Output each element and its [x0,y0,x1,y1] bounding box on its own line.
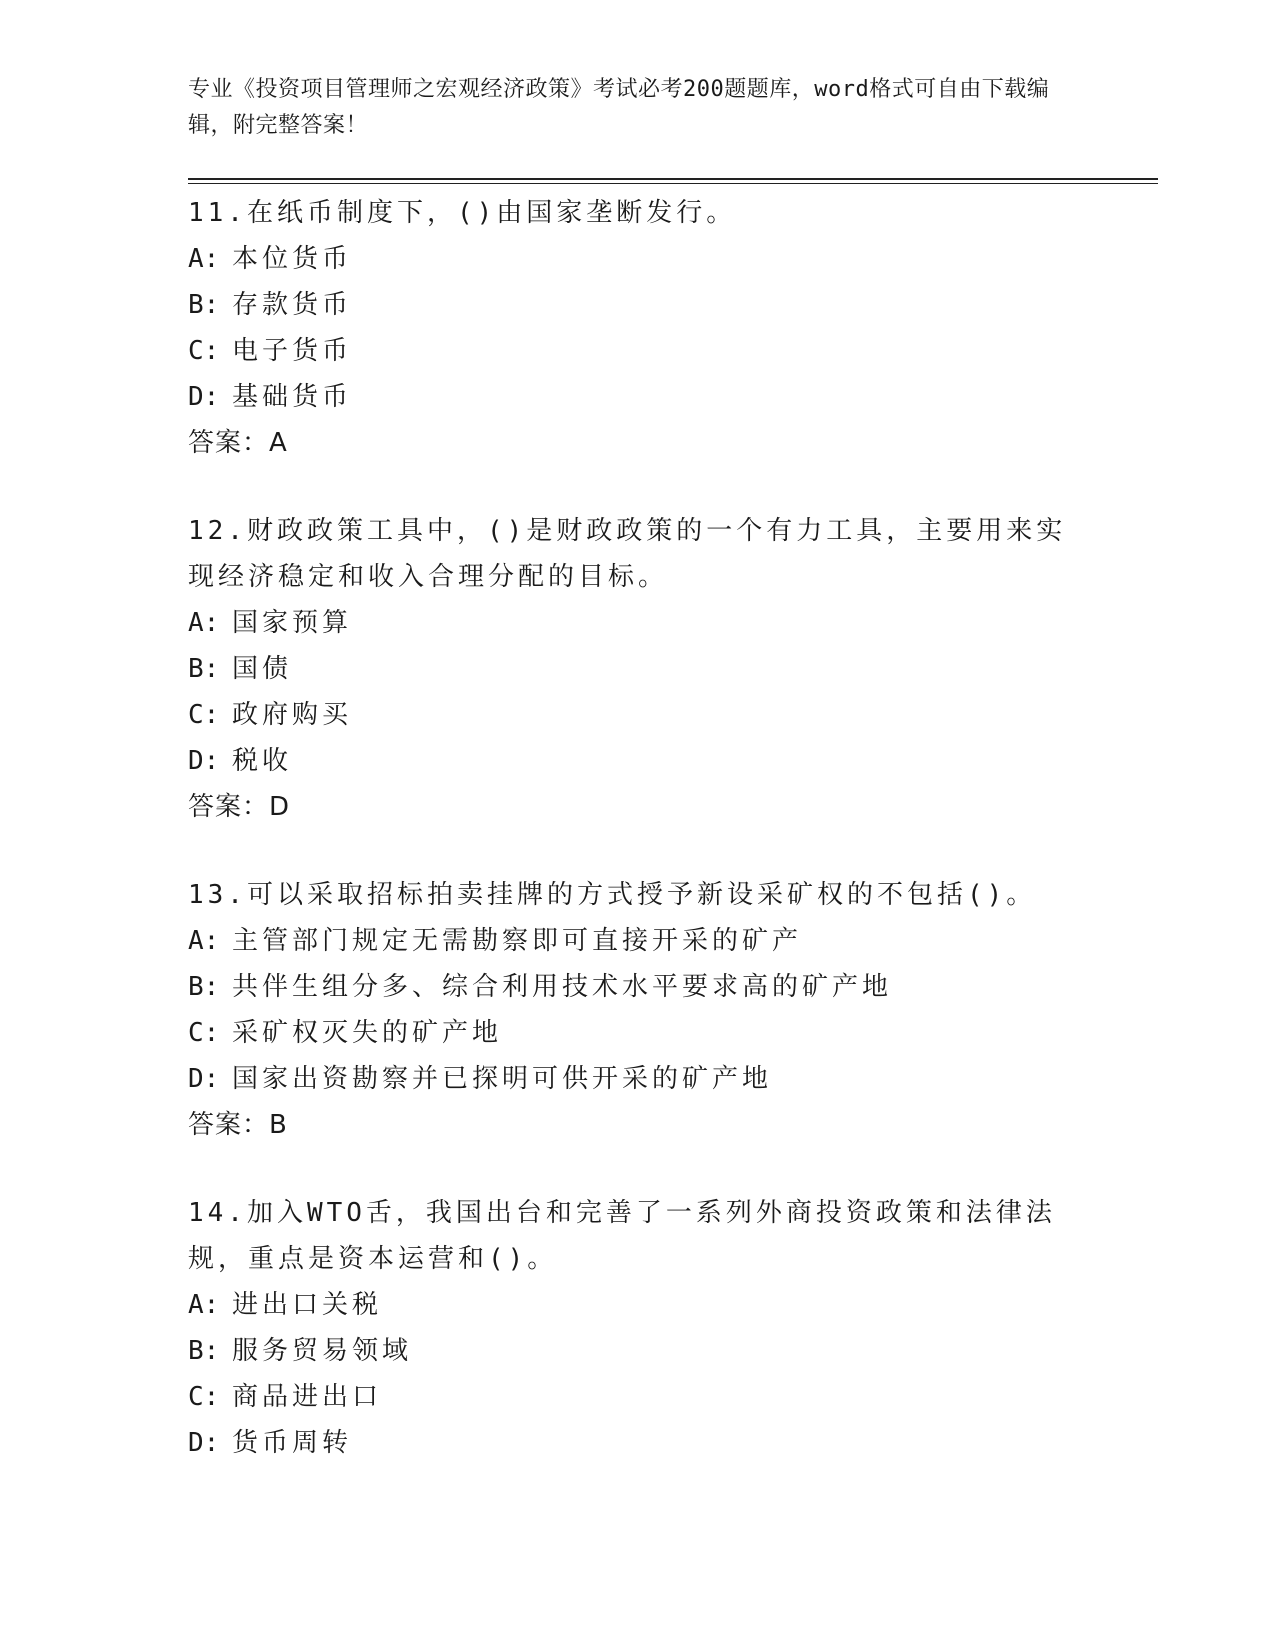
option-text: 采矿权灭失的矿产地 [232,1018,503,1048]
option-text: 电子货币 [232,336,353,366]
option-letter: B: [188,290,220,320]
option-text: 本位货币 [232,244,353,274]
option-text: 进出口关税 [232,1290,383,1320]
header-divider [188,178,1158,184]
option-a [188,1282,1088,1328]
question-text: 在纸币制度下，()由国家垄断发行。 [246,198,737,228]
question-text: 财政政策工具中，()是财政政策的一个有力工具，主要用来实现经济稳定和收入合理分配的目标。 [188,516,1067,592]
option-b [188,646,1088,692]
option-letter: D: [188,1428,220,1458]
option-letter: D: [188,1064,220,1094]
option-b [188,964,1088,1010]
option-text: 服务贸易领域 [232,1336,413,1366]
option-c [188,1374,1088,1420]
option-letter: B: [188,654,220,684]
option-a [188,236,1088,282]
option-c [188,692,1088,738]
option-text: 税收 [232,746,293,776]
question-number: 13. [188,880,247,910]
question-11 [188,190,1088,466]
option-letter: C: [188,1382,220,1412]
option-letter: C: [188,336,220,366]
option-c [188,328,1088,374]
answer-line: 答案：B [188,1110,288,1140]
option-text: 国家预算 [232,608,353,638]
option-letter: D: [188,746,220,776]
question-13 [188,872,1088,1148]
option-text: 国债 [232,654,293,684]
option-d [188,738,1088,784]
option-b [188,282,1088,328]
question-list [188,190,1088,1508]
question-stem [188,508,1088,600]
option-text: 主管部门规定无需勘察即可直接开采的矿产 [232,926,803,956]
question-stem [188,190,1088,236]
question-stem [188,1190,1088,1282]
option-letter: A: [188,244,220,274]
document-header: 专业《投资项目管理师之宏观经济政策》考试必考200题题库，word格式可自由下载编辑，附完整答案！ [188,77,1050,138]
question-text: 可以采取招标拍卖挂牌的方式授予新设采矿权的不包括()。 [246,880,1037,910]
option-letter: C: [188,700,220,730]
option-text: 存款货币 [232,290,353,320]
option-letter: B: [188,972,220,1002]
document-page [188,0,1158,1650]
option-letter: A: [188,1290,220,1320]
option-letter: A: [188,608,220,638]
question-number: 12. [188,516,247,546]
question-number: 14. [188,1198,247,1228]
option-letter: D: [188,382,220,412]
option-b [188,1328,1088,1374]
question-stem [188,872,1088,918]
option-d [188,1420,1088,1466]
option-text: 共伴生组分多、综合利用技术水平要求高的矿产地 [232,972,893,1002]
question-number: 11. [188,198,247,228]
question-12 [188,508,1088,830]
option-text: 国家出资勘察并已探明可供开采的矿产地 [232,1064,773,1094]
option-c [188,1010,1088,1056]
option-text: 货币周转 [232,1428,353,1458]
option-letter: A: [188,926,220,956]
question-14 [188,1190,1088,1466]
option-text: 基础货币 [232,382,353,412]
option-a [188,918,1088,964]
option-text: 政府购买 [232,700,353,730]
option-d [188,1056,1088,1102]
option-letter: C: [188,1018,220,1048]
answer-line: 答案：D [188,792,291,822]
option-a [188,600,1088,646]
question-text: 加入WTO舌，我国出台和完善了一系列外商投资政策和法律法规，重点是资本运营和()。 [188,1198,1056,1274]
option-d [188,374,1088,420]
option-text: 商品进出口 [232,1382,383,1412]
answer-line: 答案：A [188,428,288,458]
option-letter: B: [188,1336,220,1366]
